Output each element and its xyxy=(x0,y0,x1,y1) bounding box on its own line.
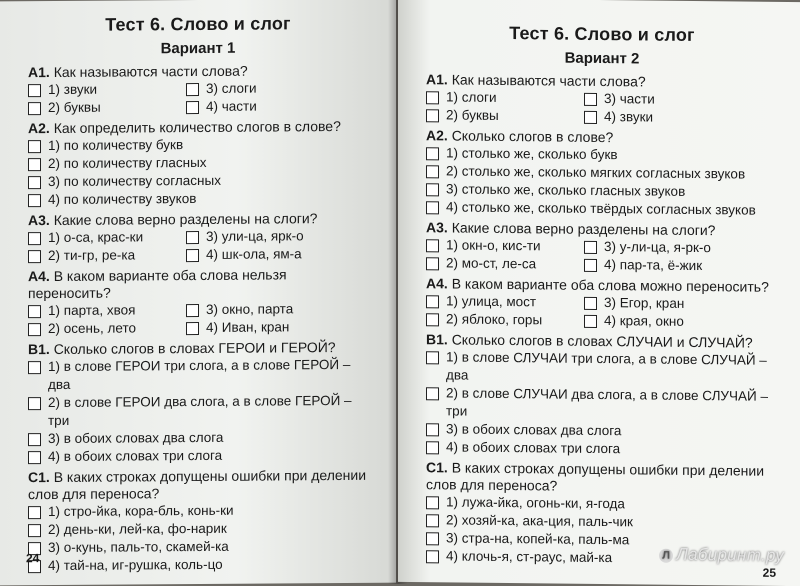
answer-option[interactable]: 1) парта, хвоя xyxy=(28,301,186,320)
question-a1 xyxy=(426,71,778,128)
answer-option[interactable]: 3) в обоих словах два слога xyxy=(426,420,778,442)
left-page xyxy=(0,0,396,585)
question-text: Как определить количество слогов в слове? xyxy=(53,118,341,137)
question-id: А1. xyxy=(426,71,448,88)
watermark-text: Лабиринт.ру xyxy=(676,544,784,565)
question-id: А2. xyxy=(426,127,448,144)
question-b1 xyxy=(28,339,368,466)
checkbox[interactable] xyxy=(426,351,439,364)
answer-option[interactable]: 3) столько же, сколько гласных звуков xyxy=(426,180,778,202)
checkbox[interactable] xyxy=(186,83,199,96)
checkbox[interactable] xyxy=(426,514,439,527)
answer-option[interactable]: 4) столько же, сколько твёрдых согласных звуков xyxy=(426,198,778,220)
answer-option[interactable]: 2) столько же, сколько мягких согласных звуков xyxy=(426,162,778,184)
question-b1 xyxy=(426,331,778,460)
checkbox[interactable] xyxy=(28,84,41,97)
checkbox[interactable] xyxy=(28,250,41,263)
left-page-content xyxy=(28,13,368,575)
checkbox[interactable] xyxy=(28,102,41,115)
question-text: В каких строках допущены ошибки при делении слов для переноса? xyxy=(426,459,765,494)
test-title: Тест 6. Слово и слог xyxy=(509,23,695,46)
variant-title: Вариант 1 xyxy=(160,39,236,58)
checkbox[interactable] xyxy=(426,165,439,178)
question-text: Сколько слогов в словах ГЕРОИ и ГЕРОЙ? xyxy=(53,339,336,358)
answer-option[interactable]: 4) по количеству звуков xyxy=(28,189,368,209)
answer-option[interactable]: 2) буквы xyxy=(426,106,584,126)
question-id: С1. xyxy=(426,459,448,476)
answer-option[interactable]: 1) о-са, крас-ки xyxy=(28,228,186,247)
checkbox[interactable] xyxy=(28,361,41,374)
checkbox[interactable] xyxy=(426,441,439,454)
answer-option[interactable]: 4) в обоих словах три слога xyxy=(426,438,778,460)
answer-option[interactable]: 3) Егор, кран xyxy=(584,294,778,314)
answer-option[interactable]: 2) осень, лето xyxy=(28,319,186,338)
checkbox[interactable] xyxy=(28,305,41,318)
question-text: Какие слова верно разделены на слоги? xyxy=(53,210,318,229)
checkbox[interactable] xyxy=(28,232,41,245)
question-id: А4. xyxy=(426,275,448,292)
question-c1 xyxy=(28,467,368,575)
checkbox[interactable] xyxy=(426,313,439,326)
answer-option[interactable]: 2) в слове ГЕРОИ два слога, а в слове ГЕРОЙ – три xyxy=(28,392,368,430)
right-page-content xyxy=(426,22,778,569)
checkbox[interactable] xyxy=(28,451,41,464)
answer-option[interactable]: 2) ти-гр, ре-ка xyxy=(28,246,186,265)
question-text: Как называются части слова? xyxy=(451,71,646,90)
question-id: А3. xyxy=(28,212,50,229)
checkbox[interactable] xyxy=(426,239,439,252)
question-a4 xyxy=(28,266,368,338)
checkbox[interactable] xyxy=(426,201,439,214)
answer-option[interactable]: 1) по количеству букв xyxy=(28,135,368,155)
answer-option[interactable]: 3) части xyxy=(584,90,778,110)
checkbox[interactable] xyxy=(426,387,439,400)
answer-option[interactable]: 1) лужа-йка, огонь-ки, я-года xyxy=(426,493,778,515)
checkbox[interactable] xyxy=(584,259,597,272)
answer-option[interactable]: 2) хозяй-ка, ака-ция, паль-чик xyxy=(426,511,778,533)
checkbox[interactable] xyxy=(28,140,41,153)
checkbox[interactable] xyxy=(28,176,41,189)
question-id: С1. xyxy=(28,469,50,486)
answer-option[interactable]: 1) в слове ГЕРОИ три слога, а в слове ГЕРОЙ – два xyxy=(28,356,368,394)
answer-option[interactable]: 4) части xyxy=(186,97,368,116)
question-text: Какие слова верно разделены на слоги? xyxy=(451,219,716,239)
question-text: Сколько слогов в слове? xyxy=(451,127,614,146)
checkbox[interactable] xyxy=(584,241,597,254)
question-text: В каком варианте оба слова можно переносить? xyxy=(451,275,769,295)
checkbox[interactable] xyxy=(426,183,439,196)
answer-option[interactable]: 2) яблоко, горы xyxy=(426,310,584,330)
question-id: В1. xyxy=(426,331,448,348)
checkbox[interactable] xyxy=(426,496,439,509)
answer-option[interactable]: 3) по количеству согласных xyxy=(28,171,368,191)
checkbox[interactable] xyxy=(28,524,41,537)
answer-option[interactable]: 2) по количеству гласных xyxy=(28,153,368,173)
answer-option[interactable]: 2) мо-ст, ле-са xyxy=(426,254,584,274)
checkbox[interactable] xyxy=(28,506,41,519)
question-id: В1. xyxy=(28,341,50,358)
answer-option[interactable]: 3) у-ли-ца, я-рк-о xyxy=(584,238,778,258)
question-id: А1. xyxy=(28,64,50,81)
checkbox[interactable] xyxy=(426,295,439,308)
checkbox[interactable] xyxy=(28,323,41,336)
answer-option[interactable]: 4) звуки xyxy=(584,108,778,128)
page-number: 24 xyxy=(26,551,40,566)
answer-option[interactable]: 4) края, окно xyxy=(584,312,778,332)
answer-option[interactable]: 2) в слове СЛУЧАИ два слога, а в слове СЛУЧАЙ – три xyxy=(426,384,778,424)
question-a4 xyxy=(426,275,778,332)
answer-option[interactable]: 3) окно, парта xyxy=(186,300,368,319)
checkbox[interactable] xyxy=(426,550,439,563)
checkbox[interactable] xyxy=(426,257,439,270)
checkbox[interactable] xyxy=(28,433,41,446)
answer-option[interactable]: 4) клочь-я, ст-раус, май-ка xyxy=(426,547,778,569)
checkbox[interactable] xyxy=(584,111,597,124)
question-a2 xyxy=(28,118,368,209)
answer-option[interactable]: 1) стро-йка, кора-бль, конь-ки xyxy=(28,501,368,521)
question-id: А4. xyxy=(28,268,50,285)
checkbox[interactable] xyxy=(426,147,439,160)
watermark xyxy=(659,545,784,566)
right-page xyxy=(398,0,800,586)
question-a1 xyxy=(28,62,368,117)
answer-option[interactable]: 2) буквы xyxy=(28,98,186,117)
checkbox[interactable] xyxy=(584,315,597,328)
question-text: В каких строках допущены ошибки при делении слов для переноса? xyxy=(28,466,367,503)
checkbox[interactable] xyxy=(28,194,41,207)
answer-option[interactable]: 4) в обоих словах три слога xyxy=(28,446,368,466)
checkbox[interactable] xyxy=(186,304,199,317)
checkbox[interactable] xyxy=(186,322,199,335)
checkbox[interactable] xyxy=(426,423,439,436)
answer-option[interactable]: 4) Иван, кран xyxy=(186,318,368,337)
question-a3 xyxy=(28,210,368,265)
checkbox[interactable] xyxy=(186,101,199,114)
checkbox[interactable] xyxy=(584,93,597,106)
answer-option[interactable]: 4) тай-на, иг-рушка, коль-цо xyxy=(28,555,368,575)
answer-option[interactable]: 2) день-ки, лей-ка, фо-нарик xyxy=(28,519,368,539)
answer-option[interactable]: 4) пар-та, ё-жик xyxy=(584,256,778,276)
answer-option[interactable]: 1) слоги xyxy=(426,88,584,108)
question-id: А3. xyxy=(426,219,448,236)
checkbox[interactable] xyxy=(28,158,41,171)
answer-option[interactable]: 1) улица, мост xyxy=(426,292,584,312)
watermark-logo-icon: Л xyxy=(659,549,673,563)
answer-option[interactable]: 3) ули-ца, ярк-о xyxy=(186,227,368,246)
answer-option[interactable]: 1) окн-о, кис-ти xyxy=(426,236,584,256)
answer-option[interactable]: 3) о-кунь, паль-то, скамей-ка xyxy=(28,537,368,557)
question-a3 xyxy=(426,219,778,276)
answer-option[interactable]: 3) стра-на, копей-ка, паль-ма xyxy=(426,529,778,551)
answer-option[interactable]: 1) в слове СЛУЧАИ три слога, а в слове СЛУЧАЙ – два xyxy=(426,348,778,388)
checkbox[interactable] xyxy=(28,397,41,410)
checkbox[interactable] xyxy=(186,231,199,244)
answer-option[interactable]: 1) звуки xyxy=(28,80,186,99)
answer-option[interactable]: 3) слоги xyxy=(186,79,368,98)
variant-title: Вариант 2 xyxy=(564,49,640,68)
question-a2 xyxy=(426,127,778,220)
page-number: 25 xyxy=(762,565,776,580)
checkbox[interactable] xyxy=(426,91,439,104)
checkbox[interactable] xyxy=(426,532,439,545)
checkbox[interactable] xyxy=(186,249,199,262)
question-text: В каком варианте оба слова нельзя переносить? xyxy=(28,266,287,302)
question-text: Сколько слогов в словах СЛУЧАИ и СЛУЧАЙ? xyxy=(451,331,753,351)
checkbox[interactable] xyxy=(426,109,439,122)
test-title: Тест 6. Слово и слог xyxy=(105,13,291,35)
question-text: Как называются части слова? xyxy=(53,62,248,81)
checkbox[interactable] xyxy=(584,297,597,310)
question-id: А2. xyxy=(28,120,50,137)
answer-option[interactable]: 1) столько же, сколько букв xyxy=(426,144,778,166)
answer-option[interactable]: 3) в обоих словах два слога xyxy=(28,428,368,448)
answer-option[interactable]: 4) шк-ола, ям-а xyxy=(186,245,368,264)
